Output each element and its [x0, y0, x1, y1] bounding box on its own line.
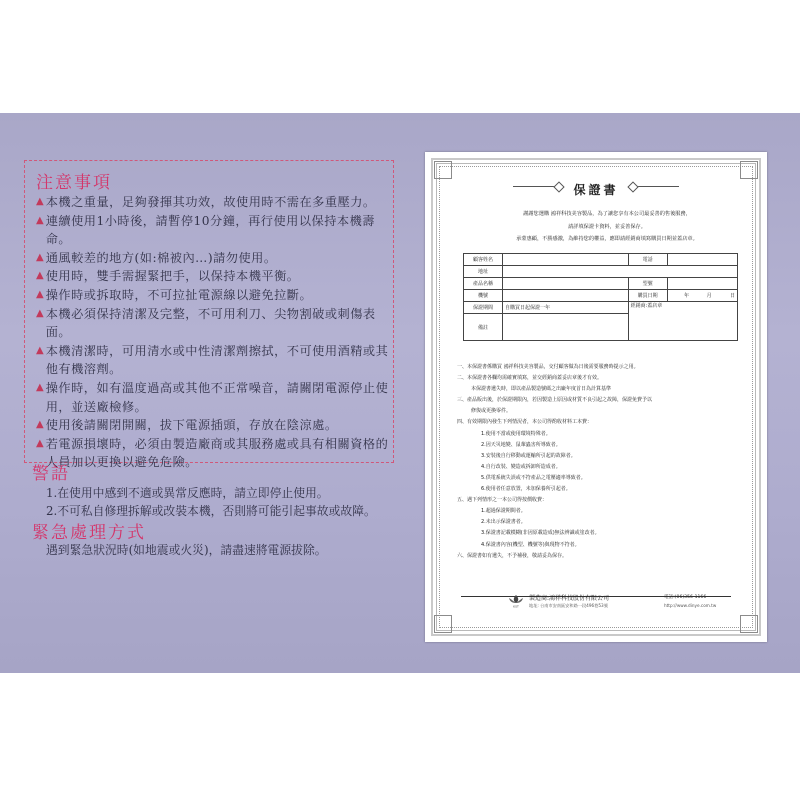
maker-phone: 電話:(06)356-1166 — [664, 595, 707, 600]
warning-title: 警語 — [32, 464, 70, 484]
purchase-date-label: 購買日期 — [628, 290, 667, 302]
warning-list — [46, 484, 406, 520]
warranty-term: 五、遇下列情形之一本公司得按價收費： — [457, 497, 548, 504]
warranty-form — [463, 253, 738, 341]
notice-item-text: 通風較差的地方(如:棉被內…)請勿使用。 — [45, 250, 277, 265]
logo-text: KST — [513, 604, 519, 608]
phone-label: 電話 — [628, 254, 667, 266]
notice-item-text: 使用後請關閉開關，拔下電源插頭，存放在陰涼處。 — [45, 418, 338, 433]
maker-name: 製造商:鴻祥科技股份有限公司 — [529, 595, 610, 602]
warning-item: 2.不可私自修理拆解或改裝本機，否則將可能引起事故或故障。 — [46, 504, 376, 518]
triangle-bullet-icon: ▲ — [36, 344, 44, 356]
warranty-card — [425, 152, 767, 642]
remarks-field[interactable] — [503, 314, 629, 341]
notice-item — [36, 212, 392, 249]
warranty-term: 1.使用不當或使用環境特殊者。 — [481, 430, 551, 437]
warranty-terms — [457, 362, 747, 562]
notice-item — [36, 342, 392, 379]
triangle-bullet-icon: ▲ — [36, 270, 44, 282]
intro-line: 承蒙惠顧，不勝感激，為維持您的權益，應即請經銷商填寫購買日期並蓋店章。 — [516, 236, 698, 242]
notice-item — [36, 435, 392, 472]
notice-item-text: 使用時，雙手需握緊把手，以保持本機平衡。 — [45, 269, 300, 284]
month-label: 月 — [691, 290, 714, 302]
warranty-term: 四、有效期限內發生下列情況者，本公司得酌收材料工本費： — [457, 419, 593, 426]
notice-item-text: 本機之重量，足夠發揮其功效，故使用時不需在多重壓力。 — [45, 195, 376, 209]
address-label: 地址 — [464, 266, 503, 278]
notice-item-text: 操作時，如有溫度過高或其他不正常噪音，請關閉電源停止使用，並送廠檢修。 — [45, 380, 389, 414]
serial-field[interactable] — [503, 290, 629, 302]
warranty-term: 一、本保證書係購買 鴻祥科技美容製品，交付顧客做為日後需要服務時提示之用。 — [457, 364, 639, 370]
triangle-bullet-icon: ▲ — [36, 307, 44, 319]
triangle-bullet-icon: ▲ — [36, 288, 44, 300]
address-field[interactable] — [503, 266, 738, 278]
year-label: 年 — [667, 290, 691, 302]
warranty-term: 2.未出示保證書者。 — [481, 519, 526, 526]
model-field[interactable] — [667, 278, 737, 290]
emergency-text: 遇到緊急狀況時(如地震或火災)，請盡速將電源拔除。 — [46, 543, 327, 557]
triangle-bullet-icon: ▲ — [36, 214, 44, 226]
warranty-term: 三、產品販出後，於保證期限內，若因製造上原因或材質不良引起之故障，保證免費予以 — [457, 397, 653, 404]
maker-website: http://www.dinye.com.tw — [664, 603, 717, 608]
notice-item — [36, 379, 392, 416]
warranty-term: 二、本保證書各欄均需確實填寫，並交經銷商蓋妥店章後才有效。 — [457, 375, 603, 382]
notice-item — [36, 305, 392, 342]
triangle-bullet-icon: ▲ — [36, 419, 44, 431]
triangle-bullet-icon: ▲ — [36, 437, 44, 449]
notice-item — [36, 286, 392, 305]
maker-address: 地址: 台南市安南區安和路一段496巷53號 — [529, 603, 608, 608]
notice-list — [36, 193, 392, 472]
warranty-term: 3.安裝後自行移動或運輸所引起的故障者。 — [481, 452, 576, 459]
notice-item — [36, 267, 392, 286]
remarks-label: 備註 — [464, 314, 503, 341]
warranty-term: 2.因天災地變、鼠輩蟲害所導致者。 — [481, 441, 561, 448]
warranty-term: 3.保證書記載模糊(非因原載造成)無法辨識或塗改者。 — [481, 530, 600, 537]
warranty-term: 4.自行改裝、變造或拆卸所造成者。 — [481, 463, 561, 470]
notice-item — [36, 249, 392, 268]
warranty-term: 修復或更換零件。 — [471, 408, 512, 415]
company-logo-icon — [507, 594, 525, 608]
notice-item-text: 操作時或拆取時，不可拉扯電源線以避免拉斷。 — [45, 287, 313, 302]
dealer-stamp-box[interactable]: 經銷商:蓋店章 — [628, 302, 737, 341]
notice-item-text: 本機清潔時，可用清水或中性清潔劑擦拭，不可使用酒精或其他有機溶劑。 — [45, 343, 389, 377]
customer-name-label: 顧客姓名 — [464, 254, 503, 266]
warranty-title: 保證書 — [573, 183, 619, 197]
day-label: 日 — [714, 290, 738, 302]
intro-line: 請詳填保證卡資料，並妥善保存。 — [568, 223, 646, 230]
customer-name-field[interactable] — [503, 254, 629, 266]
intro-line: 謝謝您選購 鴻祥科技美容製品，為了讓您享有本公司最妥善的售後服務， — [523, 211, 691, 217]
product-name-label: 產品名稱 — [464, 278, 503, 290]
warranty-term: 4.保證書內容(機型、機號等)與現物不符者。 — [481, 541, 580, 548]
warranty-intro — [462, 208, 752, 246]
notice-item-text: 連續使用1小時後，請暫停10分鐘，再行使用以保持本機壽命。 — [45, 213, 375, 247]
warning-item: 1.在使用中感到不適或異常反應時，請立即停止使用。 — [46, 486, 329, 500]
triangle-bullet-icon: ▲ — [36, 251, 44, 263]
model-label: 型號 — [628, 278, 667, 290]
notice-item — [36, 416, 392, 435]
warranty-term: 1.超過保證期間者。 — [481, 508, 526, 515]
corner-ornament — [740, 161, 758, 179]
phone-field[interactable] — [667, 254, 737, 266]
triangle-bullet-icon: ▲ — [36, 196, 44, 207]
warranty-term: 六、保證書如有遺失，不予補發，敬請妥為保存。 — [457, 552, 568, 559]
warranty-period-value: 自購買日起保證一年 — [503, 302, 629, 314]
warranty-term: 6.使用者任意放置，未加保養所引起者。 — [481, 486, 571, 493]
notice-title: 注意事項 — [36, 173, 112, 193]
warranty-period-label: 保證期間 — [464, 302, 503, 314]
emergency-title: 緊急處理方式 — [32, 523, 146, 543]
warranty-term: 5.供電系統失誤或不符產品之電壓適率導致者。 — [481, 474, 586, 481]
notice-item-text: 若電源損壞時，必須由製造廠商或其服務處或具有相關資格的人員加以更換以避免危險。 — [45, 436, 389, 470]
notice-item — [36, 193, 392, 212]
triangle-bullet-icon: ▲ — [36, 381, 44, 393]
corner-ornament — [434, 161, 452, 179]
product-name-field[interactable] — [503, 278, 629, 290]
serial-label: 機號 — [464, 290, 503, 302]
corner-ornament — [434, 615, 452, 633]
corner-ornament — [740, 615, 758, 633]
notice-item-text: 本機必須保持清潔及完整，不可用利刀、尖物割破或刺傷表面。 — [45, 306, 376, 340]
warranty-term: 本保證書遺失時，即以產品製造號碼之出廠年度首日為計算基準 — [471, 386, 612, 393]
